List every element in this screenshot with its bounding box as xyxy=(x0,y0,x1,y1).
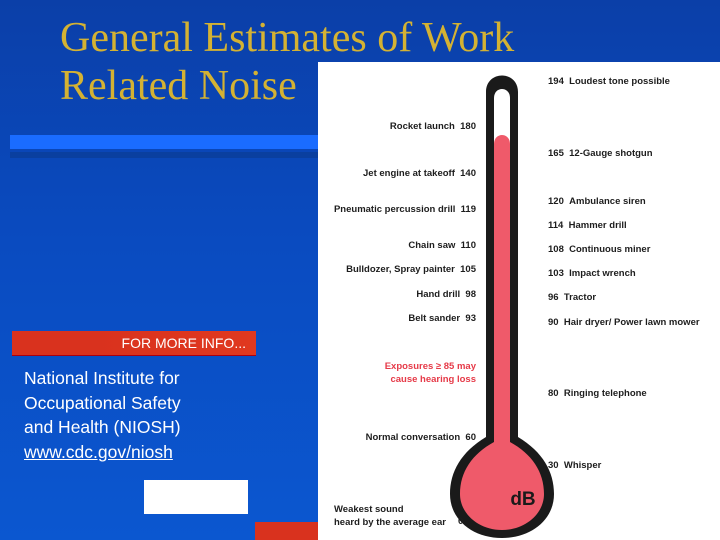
exposure-warning xyxy=(318,360,476,386)
right-label-whisper: 30 Whisper xyxy=(548,460,602,471)
niosh-line-3: and Health (NIOSH) xyxy=(24,417,181,437)
exposure-line-1: Exposures ≥ 85 may xyxy=(384,361,476,372)
right-label-impact-wrench: 103 Impact wrench xyxy=(548,268,636,279)
thermometer-graphic xyxy=(318,62,720,540)
left-label-belt-sander: Belt sander 93 xyxy=(408,313,476,324)
left-label-pneumatic-drill: Pneumatic percussion drill 119 xyxy=(333,204,476,215)
right-label-continuous-miner: 108 Continuous miner xyxy=(548,244,651,255)
bottom-accent-bar xyxy=(255,522,320,540)
weakest-line-2: heard by the average ear xyxy=(334,517,446,528)
left-label-normal-conversation: Normal conversation 60 xyxy=(365,432,476,443)
niosh-logo xyxy=(144,480,248,514)
thermometer-fill xyxy=(460,135,544,530)
left-label-jet-engine: Jet engine at takeoff 140 xyxy=(363,168,476,179)
weakest-line-1: Weakest sound xyxy=(334,504,404,515)
noise-thermometer-figure xyxy=(318,62,720,540)
weakest-sound-label xyxy=(334,503,476,529)
left-label-rocket-launch: Rocket launch 180 xyxy=(389,121,476,132)
title-underline-bar xyxy=(10,135,318,149)
unit-label-db: dB xyxy=(510,489,536,510)
title-underline-shadow xyxy=(10,152,318,158)
niosh-line-2: Occupational Safety xyxy=(24,392,181,413)
title-line-2: Related Noise xyxy=(60,63,297,109)
niosh-info-block xyxy=(24,366,244,464)
more-info-label: FOR MORE INFO... xyxy=(121,335,246,351)
right-label-hammer-drill: 114 Hammer drill xyxy=(548,220,627,231)
right-label-ringing-telephone: 80 Ringing telephone xyxy=(548,388,647,399)
niosh-line-1: National Institute for xyxy=(24,368,180,388)
right-label-ambulance-siren: 120 Ambulance siren xyxy=(548,196,646,207)
weakest-sound-value: 0 xyxy=(458,516,464,527)
left-label-hand-drill: Hand drill 98 xyxy=(416,289,476,300)
right-label-shotgun: 165 12-Gauge shotgun xyxy=(548,148,653,159)
left-label-chain-saw: Chain saw 110 xyxy=(408,240,476,251)
title-line-1: General Estimates of Work xyxy=(60,15,515,61)
niosh-link[interactable]: www.cdc.gov/niosh xyxy=(24,441,173,462)
left-label-bulldozer: Bulldozer, Spray painter 105 xyxy=(346,264,476,275)
right-label-loudest-tone: 194 Loudest tone possible xyxy=(548,76,670,87)
exposure-line-2: cause hearing loss xyxy=(390,374,476,385)
right-label-hair-dryer: 90 Hair dryer/ Power lawn mower xyxy=(548,317,700,328)
more-info-banner xyxy=(12,331,256,356)
right-label-tractor: 96 Tractor xyxy=(548,292,597,303)
